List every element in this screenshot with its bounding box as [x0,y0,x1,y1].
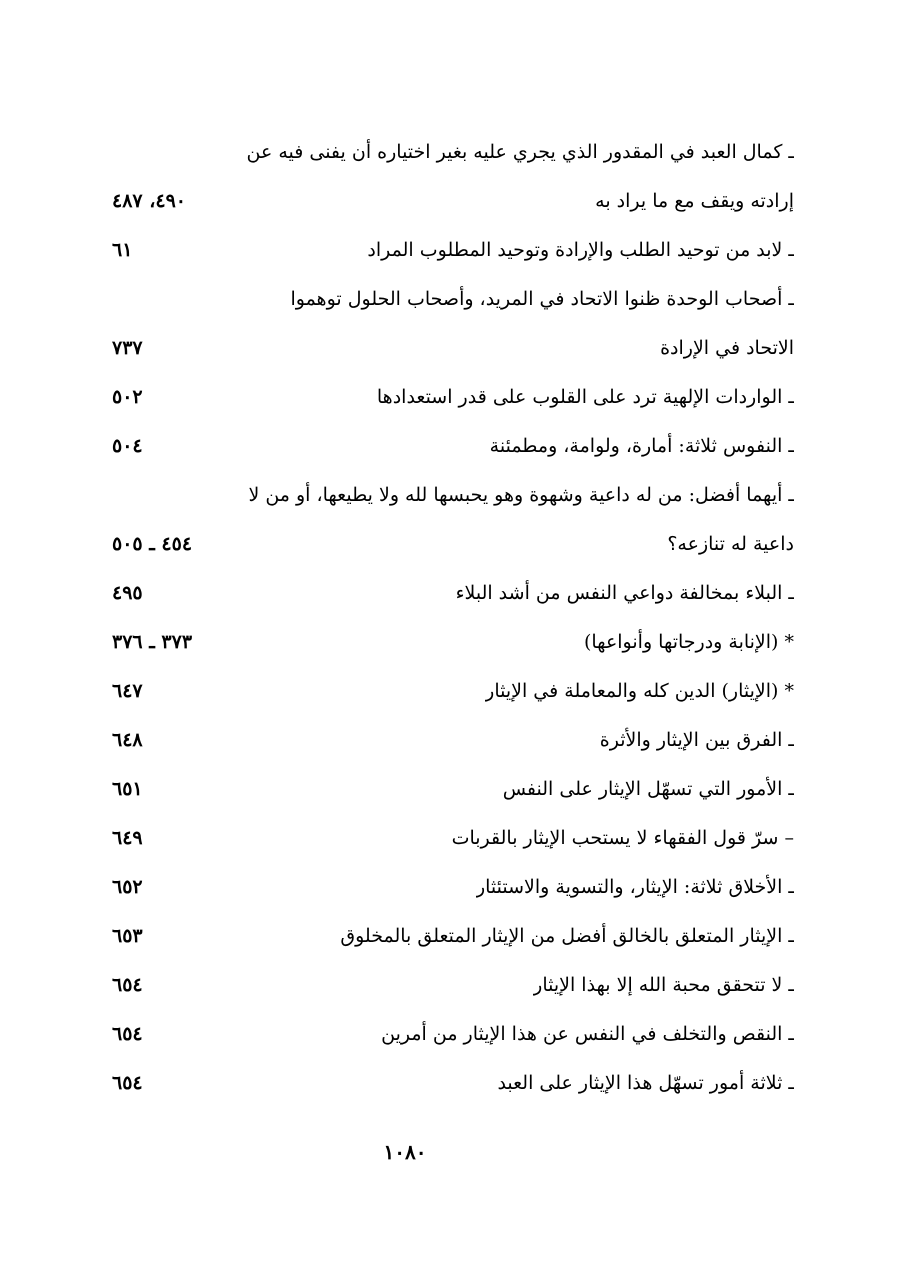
entry-text: ـ لابد من توحيد الطلب والإرادة وتوحيد المطلوب المراد [367,239,794,261]
entry-page-ref: ٤٩٠، ٤٨٧ [112,190,186,212]
entry-text: ـ الفرق بين الإيثار والأثرة [599,729,794,751]
entry-text: ـ لا تتحقق محبة الله إلا بهذا الإيثار [533,974,794,996]
entry-text: – سرّ قول الفقهاء لا يستحب الإيثار بالقربات [451,827,794,849]
entry-page-ref: ٦٥٤ [112,974,143,996]
entry-page-ref: ٦١ [112,239,133,261]
entry-text: * (الإنابة ودرجاتها وأنواعها) [583,631,794,653]
index-entry [112,814,794,863]
index-entry [112,863,794,912]
entry-text: ـ ثلاثة أمور تسهّل هذا الإيثار على العبد [497,1072,794,1094]
entry-text: * (الإيثار) الدين كله والمعاملة في الإيثار [485,680,794,702]
entry-page-ref [112,471,222,520]
entry-text: ـ النفوس ثلاثة: أمارة، ولوامة، ومطمئنة [489,435,794,457]
entry-page-ref: ٧٣٧ [112,337,143,359]
entry-text: إرادته ويقف مع ما يراد به [595,190,794,212]
index-entry [112,520,794,569]
index-entry [112,324,794,373]
entry-text: ـ كمال العبد في المقدور الذي يجري عليه بغير اختياره أن يفنى فيه عن [246,141,794,163]
entry-page-ref: ٦٥٤ [112,1023,143,1045]
index-entry [112,226,794,275]
entry-text: ـ الإيثار المتعلق بالخالق أفضل من الإيثار المتعلق بالمخلوق [340,925,794,947]
entry-text: ـ الأمور التي تسهّل الإيثار على النفس [502,778,794,800]
entry-text: داعية له تنازعه؟ [667,533,794,555]
index-entry [112,422,794,471]
index-entry [112,667,794,716]
entry-text: ـ أيهما أفضل: من له داعية وشهوة وهو يحبسها لله ولا يطيعها، أو من لا [248,484,794,506]
page-number: ١٠٨٠ [383,1140,427,1164]
index-entry [112,618,794,667]
entry-page-ref: ٦٥٣ [112,925,143,947]
entry-page-ref: ٦٤٨ [112,729,143,751]
entry-page-ref: ٥٠٢ [112,386,143,408]
entry-page-ref: ٣٧٣ ـ ٣٧٦ [112,631,193,653]
entry-page-ref: ٤٥٤ ـ ٥٠٥ [112,533,193,555]
entry-page-ref: ٦٤٩ [112,827,143,849]
entry-page-ref: ٤٩٥ [112,582,143,604]
entry-page-ref [112,275,222,324]
entry-text: ـ البلاء بمخالفة دواعي النفس من أشد البلاء [455,582,794,604]
entry-text: ـ الواردات الإلهية ترد على القلوب على قدر استعدادها [376,386,794,408]
index-entry [112,912,794,961]
index-entry [112,765,794,814]
index-entries-list [112,128,794,1108]
index-entry [112,1059,794,1108]
entry-page-ref: ٥٠٤ [112,435,143,457]
entry-text: ـ النقص والتخلف في النفس عن هذا الإيثار من أمرين [381,1023,794,1045]
entry-text: ـ الأخلاق ثلاثة: الإيثار، والتسوية والاستئثار [475,876,794,898]
entry-page-ref: ٦٥٤ [112,1072,143,1094]
index-entry [112,569,794,618]
index-entry [112,1010,794,1059]
entry-page-ref [112,128,222,177]
entry-page-ref: ٦٤٧ [112,680,143,702]
entry-text: ـ أصحاب الوحدة ظنوا الاتحاد في المريد، وأصحاب الحلول توهموا [290,288,794,310]
index-entry [112,177,794,226]
entry-page-ref: ٦٥١ [112,778,143,800]
index-entry [112,373,794,422]
entry-text: الاتحاد في الإرادة [660,337,794,359]
index-entry [112,128,794,177]
entry-page-ref: ٦٥٢ [112,876,143,898]
index-entry [112,716,794,765]
index-entry [112,961,794,1010]
index-entry [112,275,794,324]
index-entry [112,471,794,520]
